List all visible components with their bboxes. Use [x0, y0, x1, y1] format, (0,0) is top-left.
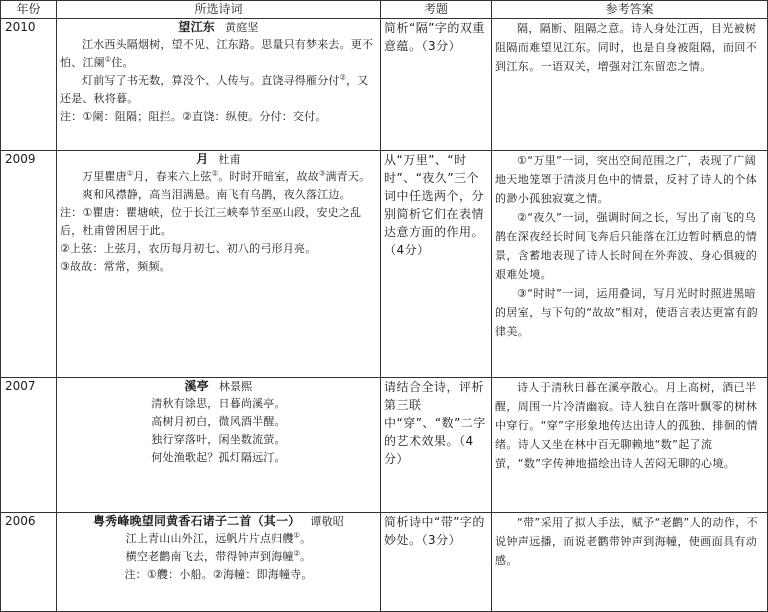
- poem-note: ③故故：常常，频频。: [60, 260, 171, 273]
- poem-line: 江上青山山外江，远帆片片点归艭①。: [125, 531, 312, 545]
- table-row: [1, 151, 768, 378]
- answer-paragraph: 诗人于清秋日暮在溪亭散心。月上高树，酒已半醒，周围一片冷清幽寂。诗人独自在落叶飘零的树林中穿行。“穿”字形象地传达出诗人的孤独、排徊的情绪。诗人又坐在林中百无聊赖地“数”起了流萤，“数”字传神地描绘出诗人苦闷无聊的心境。: [495, 381, 758, 470]
- poem-line: 江水西头隔烟树，望不见、江东路。思量只有梦来去。更不怕、江阑①住。: [60, 38, 374, 69]
- poem-author: 杜甫: [218, 153, 241, 166]
- header-answer: 参考答案: [492, 1, 768, 19]
- table-row: [1, 513, 768, 612]
- poem-title: 粤秀峰晚望同黄香石诸子二首（其一）: [92, 514, 301, 528]
- poem-title: 望江东: [178, 20, 215, 34]
- poem-cell: [57, 19, 381, 151]
- poem-title-line: [60, 513, 377, 530]
- poem-title-line: [60, 19, 377, 36]
- poem-line: 高树月初白，微风酒半醒。: [151, 415, 286, 428]
- header-question: 考题: [381, 1, 492, 19]
- question-cell: 简析“隔”字的双重意蕴。（3分）: [381, 19, 492, 151]
- year-cell: 2007: [1, 378, 57, 513]
- header-poem: 所选诗词: [57, 1, 381, 19]
- poem-line: 何处渔歌起？孤灯隔远汀。: [151, 451, 286, 464]
- poem-note: 注：①艭：小船。②海幢：即海幢寺。: [124, 568, 313, 581]
- answer-paragraph: ②“夜久”一词，强调时间之长，写出了南飞的乌鹊在深夜经长时间飞奔后只能落在江边暂时栖息的情景，含蓄地表现了诗人长时间在外奔波、身心俱疲的艰难处境。: [495, 211, 758, 281]
- poem-author: 黄庭坚: [225, 21, 259, 34]
- poem-line: 清秋有馀思，日暮尚溪亭。: [151, 397, 286, 410]
- poem-line: 灯前写了书无数，算没个、人传与。直饶寻得雁分付②，又还是、秋将暮。: [60, 73, 369, 105]
- answer-paragraph: 隔，隔断、阻隔之意。诗人身处江西，目光被树阻隔而难望见江东。同时，也是自身被阻隔，而回不到江东。一语双关，增强对江东留恋之情。: [495, 22, 758, 73]
- poem-note: 注：①瞿唐：瞿塘峡，位于长江三峡奉节至巫山段，安史之乱后，杜甫曾困居于此。: [60, 206, 362, 237]
- header-year: 年份: [1, 1, 57, 19]
- poem-title: 月: [196, 152, 209, 166]
- poem-author: 谭敬昭: [310, 515, 344, 528]
- poem-line: 横空老鹳南飞去，带得钟声到海幢②。: [125, 549, 312, 563]
- poem-note: ②上弦：上弦月，农历每月初七、初八的弓形月亮。: [60, 242, 317, 255]
- question-cell: 请结合全诗，评析第三联中“穿”、“数”二字的艺术效果。（4分）: [381, 378, 492, 513]
- poem-line: 独行穿落叶，闲坐数流萤。: [151, 433, 286, 446]
- table-row: [1, 19, 768, 151]
- answer-paragraph: ①“万里”一词，突出空间范围之广，表现了广阔地天地笼罩于清淡月色中的情景，反衬了诗人的个体的渺小孤独寂寞之情。: [495, 154, 758, 205]
- table-row: [1, 378, 768, 513]
- question-cell: 从“万里”、“时时”、“夜久”三个词中任选两个，分别简析它们在表情达意方面的作用。（4分）: [381, 151, 492, 378]
- year-cell: 2006: [1, 513, 57, 612]
- poem-line: 万里瞿唐①月，春来六上弦②。时时开暗室，故故③满青天。: [82, 169, 371, 183]
- poem-cell: [57, 513, 381, 612]
- year-cell: 2009: [1, 151, 57, 378]
- answer-cell: [492, 513, 768, 612]
- poem-cell: [57, 378, 381, 513]
- table-header-row: [1, 1, 768, 19]
- answer-cell: [492, 378, 768, 513]
- poem-title: 溪亭: [184, 379, 209, 393]
- poem-note: 注：①阑：阻隔；阻拦。②直饶：纵使。分付：交付。: [60, 110, 327, 123]
- poem-author: 林景熙: [218, 380, 253, 393]
- poem-line: 爽和风襟静，高当泪满悬。南飞有乌鹊，夜久落江边。: [82, 188, 351, 201]
- answer-paragraph: ③“时时”一词，运用叠词，写月光时时照进黑暗的居室，与下句的“故故”相对，使语言表达更富有韵律美。: [495, 287, 758, 338]
- poem-title-line: [60, 378, 377, 395]
- answer-cell: [492, 151, 768, 378]
- poem-cell: [57, 151, 381, 378]
- poem-title-line: [60, 151, 377, 168]
- answer-cell: [492, 19, 768, 151]
- year-cell: 2010: [1, 19, 57, 151]
- question-cell: 简析诗中“带”字的妙处。（3分）: [381, 513, 492, 612]
- answer-paragraph: “带”采用了拟人手法，赋予“老鹳”人的动作，不说钟声远播，而说老鹳带钟声到海幢，使画面具有动感。: [495, 516, 758, 567]
